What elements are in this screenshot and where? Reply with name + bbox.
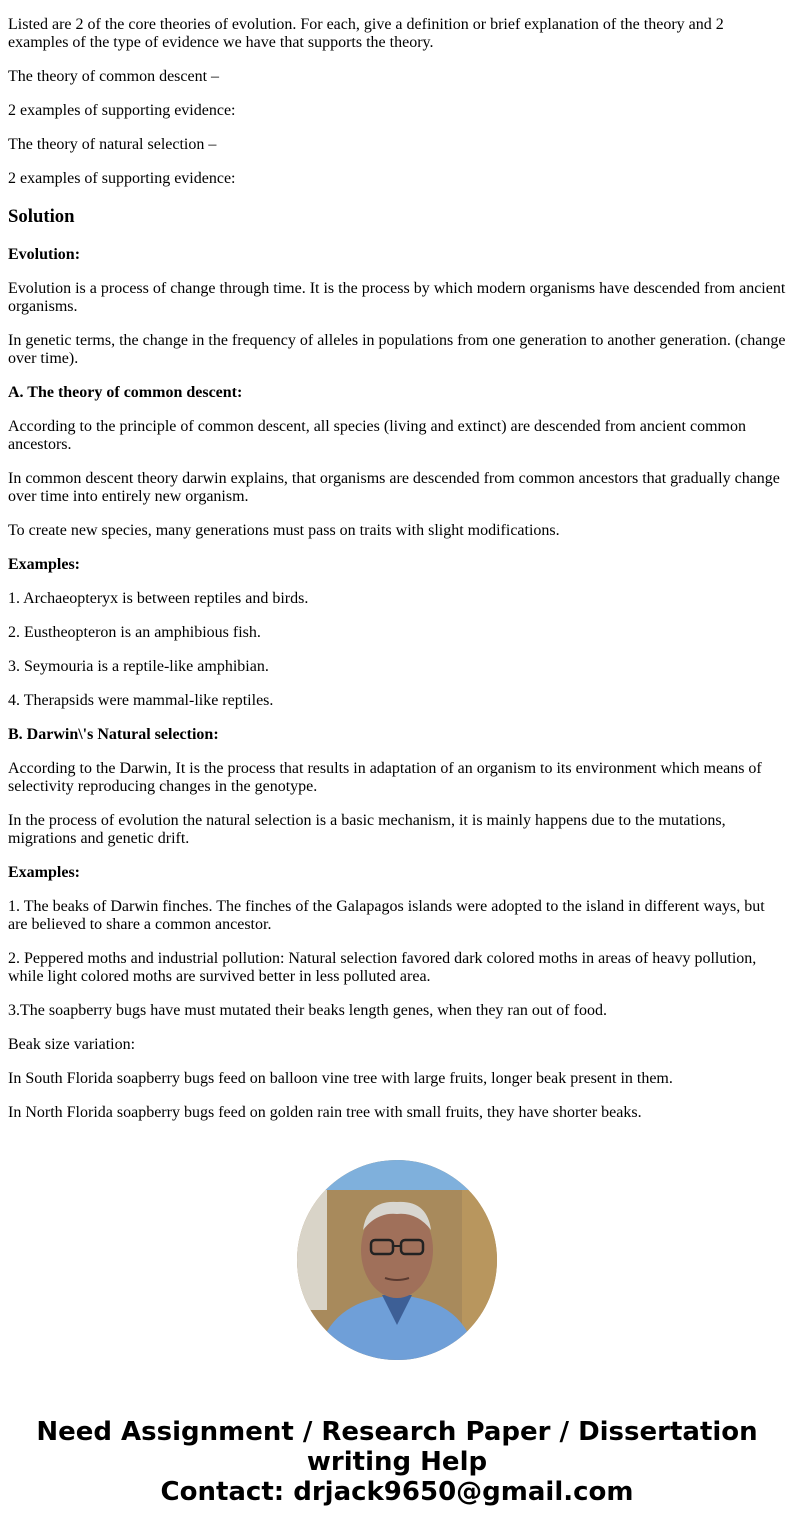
author-avatar: [297, 1160, 497, 1360]
solution-paragraph: In the process of evolution the natural selection is a basic mechanism, it is mainly happens due to the mutations, migrations and genetic drift.: [8, 812, 726, 847]
solution-paragraph: 3. Seymouria is a reptile-like amphibian.: [8, 658, 269, 675]
solution-heading: Solution: [8, 206, 75, 227]
solution-paragraph: 2. Eustheopteron is an amphibious fish.: [8, 624, 261, 641]
solution-paragraph: Beak size variation:: [8, 1036, 136, 1053]
solution-paragraph: In North Florida soapberry bugs feed on golden rain tree with small fruits, they have shorter beaks.: [8, 1104, 642, 1121]
solution-heading: Evolution:: [8, 246, 81, 263]
solution-paragraph: In South Florida soapberry bugs feed on balloon vine tree with large fruits, longer beak present in them.: [8, 1070, 673, 1087]
footer-help-text: Need Assignment / Research Paper / Dissertation writing Help: [36, 1417, 758, 1477]
solution-heading: Examples:: [8, 864, 80, 881]
document-content: [8, 16, 786, 1122]
footer-contact: [8, 1417, 786, 1537]
solution-heading: Examples:: [8, 556, 80, 573]
solution-paragraph: 3.The soapberry bugs have must mutated their beaks length genes, when they ran out of food.: [8, 1002, 607, 1019]
solution-paragraph: According to the Darwin, It is the process that results in adaptation of an organism to its environment which means of selectivity reproducing changes in the genotype.: [8, 760, 762, 795]
avatar-container: [8, 1160, 786, 1365]
solution-paragraph: In common descent theory darwin explains, that organisms are descended from common ancestors that gradually change over time into entirely new organism.: [8, 470, 780, 505]
solution-heading: B. Darwin\'s Natural selection:: [8, 726, 219, 743]
question-paragraph: 2 examples of supporting evidence:: [8, 102, 236, 119]
solution-paragraph: 1. Archaeopteryx is between reptiles and birds.: [8, 590, 309, 607]
solution-paragraph: 1. The beaks of Darwin finches. The finches of the Galapagos islands were adopted to the island in different ways, but are believed to share a common ancestor.: [8, 898, 765, 933]
question-paragraph: The theory of common descent –: [8, 68, 220, 85]
solution-paragraph: 2. Peppered moths and industrial pollution: Natural selection favored dark colored moths in areas of heavy pollution, while light colored moths are survived better in less polluted area.: [8, 950, 757, 985]
solution-paragraph: In genetic terms, the change in the frequency of alleles in populations from one generation to another generation. (change over time).: [8, 332, 786, 367]
solution-section: [8, 246, 786, 1122]
question-paragraph: The theory of natural selection –: [8, 136, 217, 153]
solution-paragraph: To create new species, many generations must pass on traits with slight modifications.: [8, 522, 560, 539]
solution-heading: A. The theory of common descent:: [8, 384, 243, 401]
footer-email: Contact: drjack9650@gmail.com: [160, 1477, 634, 1507]
solution-paragraph: According to the principle of common descent, all species (living and extinct) are descended from ancient common ancestors.: [8, 418, 746, 453]
solution-paragraph: Evolution is a process of change through time. It is the process by which modern organisms have descended from ancient organisms.: [8, 280, 786, 315]
question-paragraph: Listed are 2 of the core theories of evolution. For each, give a definition or brief explanation of the theory and 2 examples of the type of evidence we have that supports the theory.: [8, 16, 724, 51]
question-section: [8, 16, 786, 188]
solution-paragraph: 4. Therapsids were mammal-like reptiles.: [8, 692, 274, 709]
question-paragraph: 2 examples of supporting evidence:: [8, 170, 236, 187]
